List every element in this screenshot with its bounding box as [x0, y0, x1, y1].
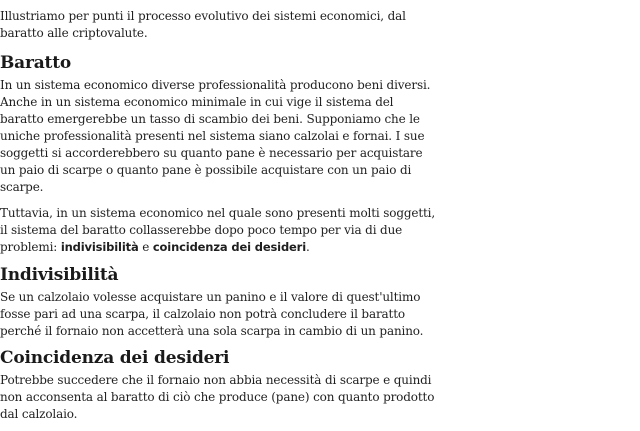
heading-coincidenza: Coincidenza dei desideri [0, 348, 230, 368]
term-coincidenza: coincidenza dei desideri [152, 240, 306, 254]
baratto-p2-text-end: . [306, 240, 310, 254]
baratto-p2-text-mid: e [138, 240, 153, 254]
term-indivisibilita: indivisibilità [60, 240, 139, 254]
baratto-paragraph-2 [0, 205, 440, 256]
heading-baratto: Baratto [0, 53, 71, 73]
coincidenza-paragraph: Potrebbe succedere che il fornaio non abbia necessità di scarpe e quindi non acconsenta al baratto di ciò che produce (pane) con quanto prodotto dal calzolaio. [0, 373, 435, 421]
article-body [0, 8, 440, 431]
indivisibilita-paragraph: Se un calzolaio volesse acquistare un panino e il valore di quest'ultimo fosse pari ad una scarpa, il calzolaio non potrà concludere il baratto perché il fornaio non accetterà una sola scarpa in cambio di un panino. [0, 290, 424, 338]
baratto-p2-text-start: Tuttavia, in un sistema economico nel quale sono presenti molti soggetti, il sistema del baratto collasserebbe dopo poco tempo per via di due problemi: [0, 206, 436, 254]
heading-indivisibilita: Indivisibilità [0, 265, 119, 285]
intro-paragraph: Illustriamo per punti il processo evolutivo dei sistemi economici, dal baratto alle criptovalute. [0, 9, 406, 40]
baratto-paragraph-1: In un sistema economico diverse professionalità producono beni diversi. Anche in un sistema economico minimale in cui vige il sistema del baratto emergerebbe un tasso di scambio dei beni. Supponiamo che le uniche professionalità presenti nel sistema siano calzolai e fornai. I sue soggetti si accorderebbero su quanto pane è necessario per acquistare un paio di scarpe o quanto pane è possibile acquistare con un paio di scarpe. [0, 78, 431, 194]
